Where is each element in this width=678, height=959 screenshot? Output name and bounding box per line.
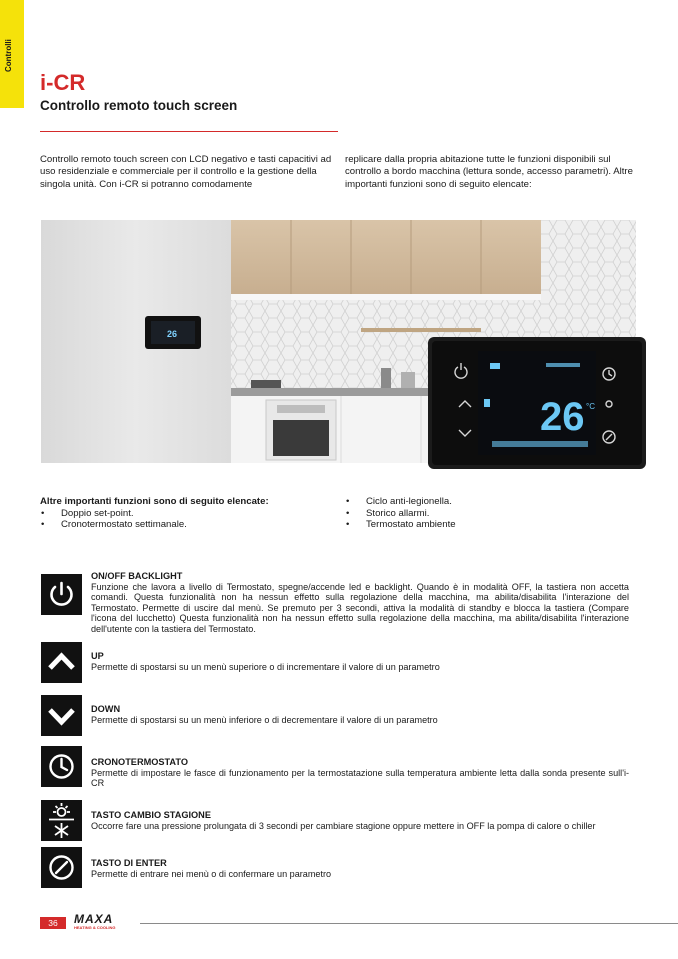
- feature-item: • Cronotermostato settimanale.: [41, 519, 187, 531]
- chevron-down-icon: [41, 695, 82, 736]
- button-desc-onoff: ON/OFF BACKLIGHT Funzione che lavora a livello di Termostato, spegne/accende led e backlight. Quando è in modalità OFF, la tastiera non accetta comandi. Questa funzionalità non ha nessun effetto sulla regolazione della macchina, ma abilita/disabilita l'interazione del Termostato. Permette di uscire dal menù. Se premuto per 3 secondi, attiva la modalità di standby e blocca la tastiera (Compare l'icona del lucchetto) Questa funzionalità non ha nessun effetto sulla regolazione della macchina, ma abilita/disabilita l'interazione dell'utente con la tastiera del Termostato.: [91, 571, 629, 634]
- button-desc-down: DOWN Permette di spostarsi su un menù inferiore o di decrementare il valore di un parametro: [91, 704, 438, 725]
- clock-icon: [41, 746, 82, 787]
- feature-item: • Storico allarmi.: [346, 507, 430, 519]
- button-desc-crono: CRONOTERMOSTATO Permette di impostare le fasce di funzionamento per la termostatazione sulla temperatura ambiente letta dalla sonda presente sull'i-CR: [91, 757, 629, 789]
- intro-right-column: replicare dalla propria abitazione tutte le funzioni disponibili sul controllo a bordo macchina (lettura sonde, accesso parametri). Altre importanti funzioni sono di seguito elencate:: [345, 154, 633, 190]
- display-temperature: 26: [540, 395, 585, 439]
- enter-check-icon: [41, 847, 82, 888]
- feature-item: • Termostato ambiente: [346, 519, 456, 531]
- thermostat-display: [428, 337, 646, 469]
- page-title: i-CR: [40, 70, 86, 95]
- season-icon: [41, 800, 82, 841]
- display-unit: °C: [586, 402, 595, 411]
- chevron-up-icon: [41, 642, 82, 683]
- feature-item: • Doppio set-point.: [41, 507, 134, 519]
- features-right-column: [345, 496, 635, 531]
- brand-tagline: HEATING & COOLING: [74, 925, 116, 930]
- power-icon: [41, 574, 82, 615]
- features-left-column: [40, 496, 330, 531]
- features-heading: Altre importanti funzioni sono di seguito elencate:: [40, 496, 269, 507]
- feature-item: • Ciclo anti-legionella.: [346, 496, 452, 507]
- button-desc-enter: TASTO DI ENTER Permette di entrare nei menù o di confermare un parametro: [91, 858, 332, 879]
- page-number: 36: [40, 917, 66, 929]
- button-desc-up: UP Permette di spostarsi su un menù superiore o di incrementare il valore di un parametro: [91, 651, 440, 672]
- title-divider: [40, 131, 338, 132]
- side-tab-label: Controlli: [4, 39, 13, 72]
- brand-name: MAXA: [74, 912, 114, 926]
- brand-logo: [74, 914, 134, 932]
- svg-text:26: 26: [167, 329, 178, 339]
- side-tab: [0, 0, 24, 108]
- button-desc-season: TASTO CAMBIO STAGIONE Occorre fare una pressione prolungata di 3 secondi per cambiare stagione oppure mettere in OFF la pompa di calore o chiller: [91, 810, 596, 831]
- page-subtitle: Controllo remoto touch screen: [40, 98, 238, 113]
- footer-divider: [140, 923, 678, 924]
- intro-left-column: Controllo remoto touch screen con LCD negativo e tasti capacitivi ad uso residenziale e commerciale per il controllo e la gestione della singola unità. Con i-CR si potranno comodamente: [40, 154, 332, 190]
